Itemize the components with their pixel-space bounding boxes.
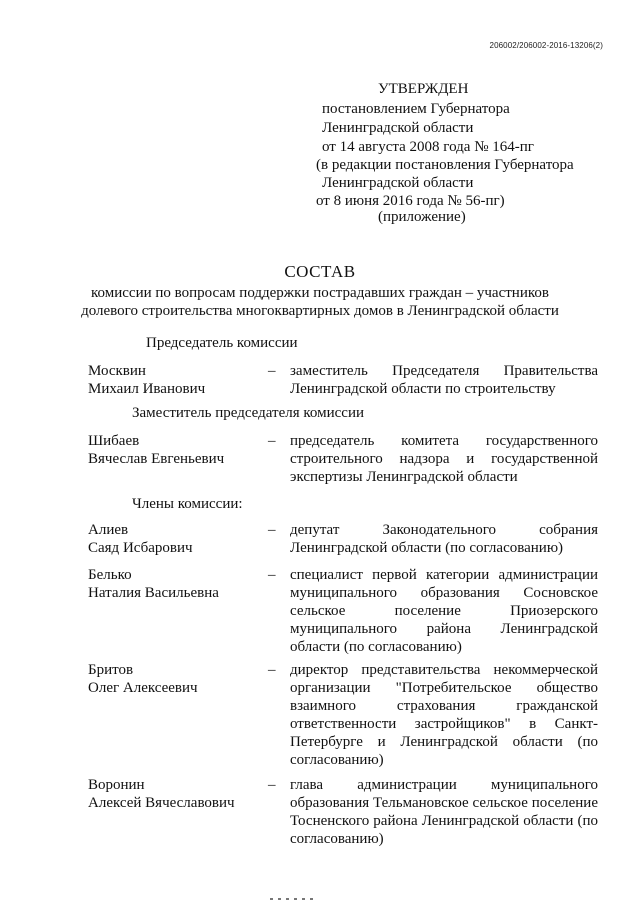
member-role: депутат Законодательного собрания Ленинградской области (по согласованию) [290,522,598,556]
member-given-name: Алексей Вячеславович [88,795,235,811]
title-subtitle-line: долевого строительства многоквартирных домов в Ленинградской области [81,303,559,319]
member-surname: Воронин [88,777,145,793]
member-given-name: Наталия Васильевна [88,585,219,601]
member-given-name: Саяд Исбарович [88,540,193,556]
title-subtitle-line: комиссии по вопросам поддержки пострадавших граждан – участников [91,285,549,301]
member-dash: – [268,662,276,678]
approval-line: (приложение) [378,209,466,225]
section-heading-members: Члены комиссии: [132,496,243,512]
approval-line: Ленинградской области [322,175,474,191]
member-given-name: Вячеслав Евгеньевич [88,451,225,467]
member-name [88,566,219,602]
member-dash: – [268,777,276,793]
document-id: 206002/206002-2016-13206(2) [489,41,603,50]
member-dash: – [268,522,276,538]
member-surname: Алиев [88,522,129,538]
approval-line: Ленинградской области [322,120,474,136]
member-given-name: Олег Алексеевич [88,680,198,696]
section-heading-deputy: Заместитель председателя комиссии [132,405,365,421]
member-role: директор представительства некоммерческой организации "Потребительское общество взаимного страхования гражданской ответственности застройщиков" в Санкт-Петербурге и Ленинградской области (по согласованию) [290,662,598,768]
approval-title: УТВЕРЖДЕН [378,81,469,97]
approval-line: постановлением Губернатора [322,101,510,117]
title-main: СОСТАВ [284,262,356,281]
footer-scan-mark [270,898,316,900]
member-role: заместитель Председателя Правительства Ленинградской области по строительству [290,363,598,397]
section-heading-chair: Председатель комиссии [146,335,298,351]
member-dash: – [268,363,276,379]
member-role: председатель комитета государственного строительного надзора и государственной экспертизы Ленинградской области [290,433,598,485]
member-name [88,661,198,697]
approval-line: от 8 июня 2016 года № 56-пг) [316,193,505,209]
member-dash: – [268,567,276,583]
approval-line: (в редакции постановления Губернатора [316,157,574,173]
member-surname: Белько [88,567,132,583]
member-role: глава администрации муниципального образования Тельмановское сельское поселение Тосненского района Ленинградской области (по согласованию) [290,777,598,847]
member-surname: Москвин [88,363,146,379]
member-name [88,362,205,398]
document-title [0,262,640,320]
member-role: специалист первой категории администрации муниципального образования Сосновское сельское поселение Приозерского муниципального района Ленинградской области (по согласованию) [290,567,598,655]
member-surname: Шибаев [88,433,140,449]
member-name [88,776,235,812]
member-given-name: Михаил Иванович [88,381,206,397]
approval-line: от 14 августа 2008 года № 164-пг [322,139,534,155]
member-surname: Бритов [88,662,134,678]
member-name [88,521,193,557]
member-name [88,432,224,468]
member-dash: – [268,433,276,449]
